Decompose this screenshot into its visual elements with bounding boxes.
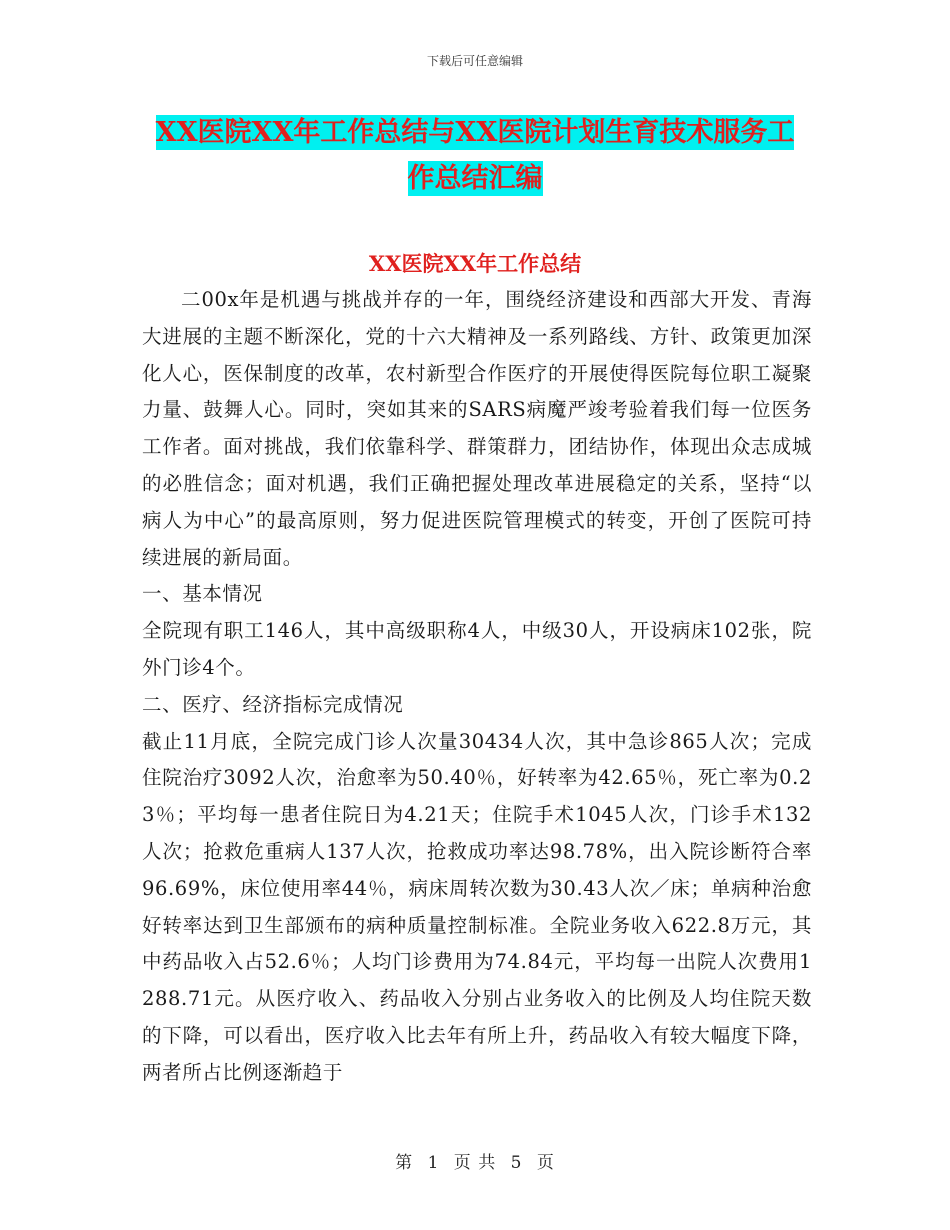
section-title: XX医院XX年工作总结 [368, 251, 582, 276]
body-text [142, 282, 812, 1092]
basic-situation-paragraph: 全院现有职工146人，其中高级职称4人，中级30人，开设病床102张，院外门诊4个。 [142, 619, 812, 679]
footer-current-page: 1 [427, 1153, 440, 1173]
footer-label-end: 页 [536, 1153, 555, 1173]
indicators-paragraph: 截止11月底，全院完成门诊人次量30434人次，其中急诊865人次；完成住院治疗3092人次，治愈率为50.40％，好转率为42.65％，死亡率为0.23％；平均每一患者住院日为4.21天；住院手术1045人次，门诊手术132人次；抢救危重病人137人次，抢救成功率达98.78%，出入院诊断符合率96.69%，床位使用率44％，病床周转次数为30.43人次／床；单病种治愈好转率达到卫生部颁布的病种质量控制标准。全院业务收入622.8万元，其中药品收入占52.6％；人均门诊费用为74.84元，平均每一出院人次费用1288.71元。从医疗收入、药品收入分别占业务收入的比例及人均住院天数的下降，可以看出，医疗收入比去年有所上升，药品收入有较大幅度下降，两者所占比例逐渐趋于 [142, 729, 812, 1084]
main-title-line-1: XX医院XX年工作总结与XX医院计划生育技术服务工 [155, 117, 795, 148]
footer-total-pages: 5 [510, 1153, 523, 1173]
footer-label-page: 第 [395, 1153, 414, 1173]
footer-label-of: 页 共 [453, 1153, 497, 1173]
intro-paragraph: 二00x年是机遇与挑战并存的一年，围绕经济建设和西部大开发、青海大进展的主题不断深化，党的十六大精神及一系列路线、方针、政策更加深化人心，医保制度的改革，农村新型合作医疗的开展使得医院每位职工凝聚力量、鼓舞人心。同时，突如其来的SARS病魔严竣考验着我们每一位医务工作者。面对挑战，我们依靠科学、群策群力，团结协作，体现出众志成城的必胜信念；面对机遇，我们正确把握处理改革进展稳定的关系，坚持“以病人为中心”的最高原则，努力促进医院管理模式的转变，开创了医院可持续进展的新局面。 [142, 288, 812, 569]
heading-indicators: 二、医疗、经济指标完成情况 [142, 692, 404, 716]
header-note: 下载后可任意编辑 [426, 54, 523, 68]
main-title [140, 110, 810, 202]
page-footer [0, 1148, 950, 1173]
heading-basic-situation: 一、基本情况 [142, 582, 263, 606]
main-title-line-2: 作总结汇编 [407, 163, 543, 194]
